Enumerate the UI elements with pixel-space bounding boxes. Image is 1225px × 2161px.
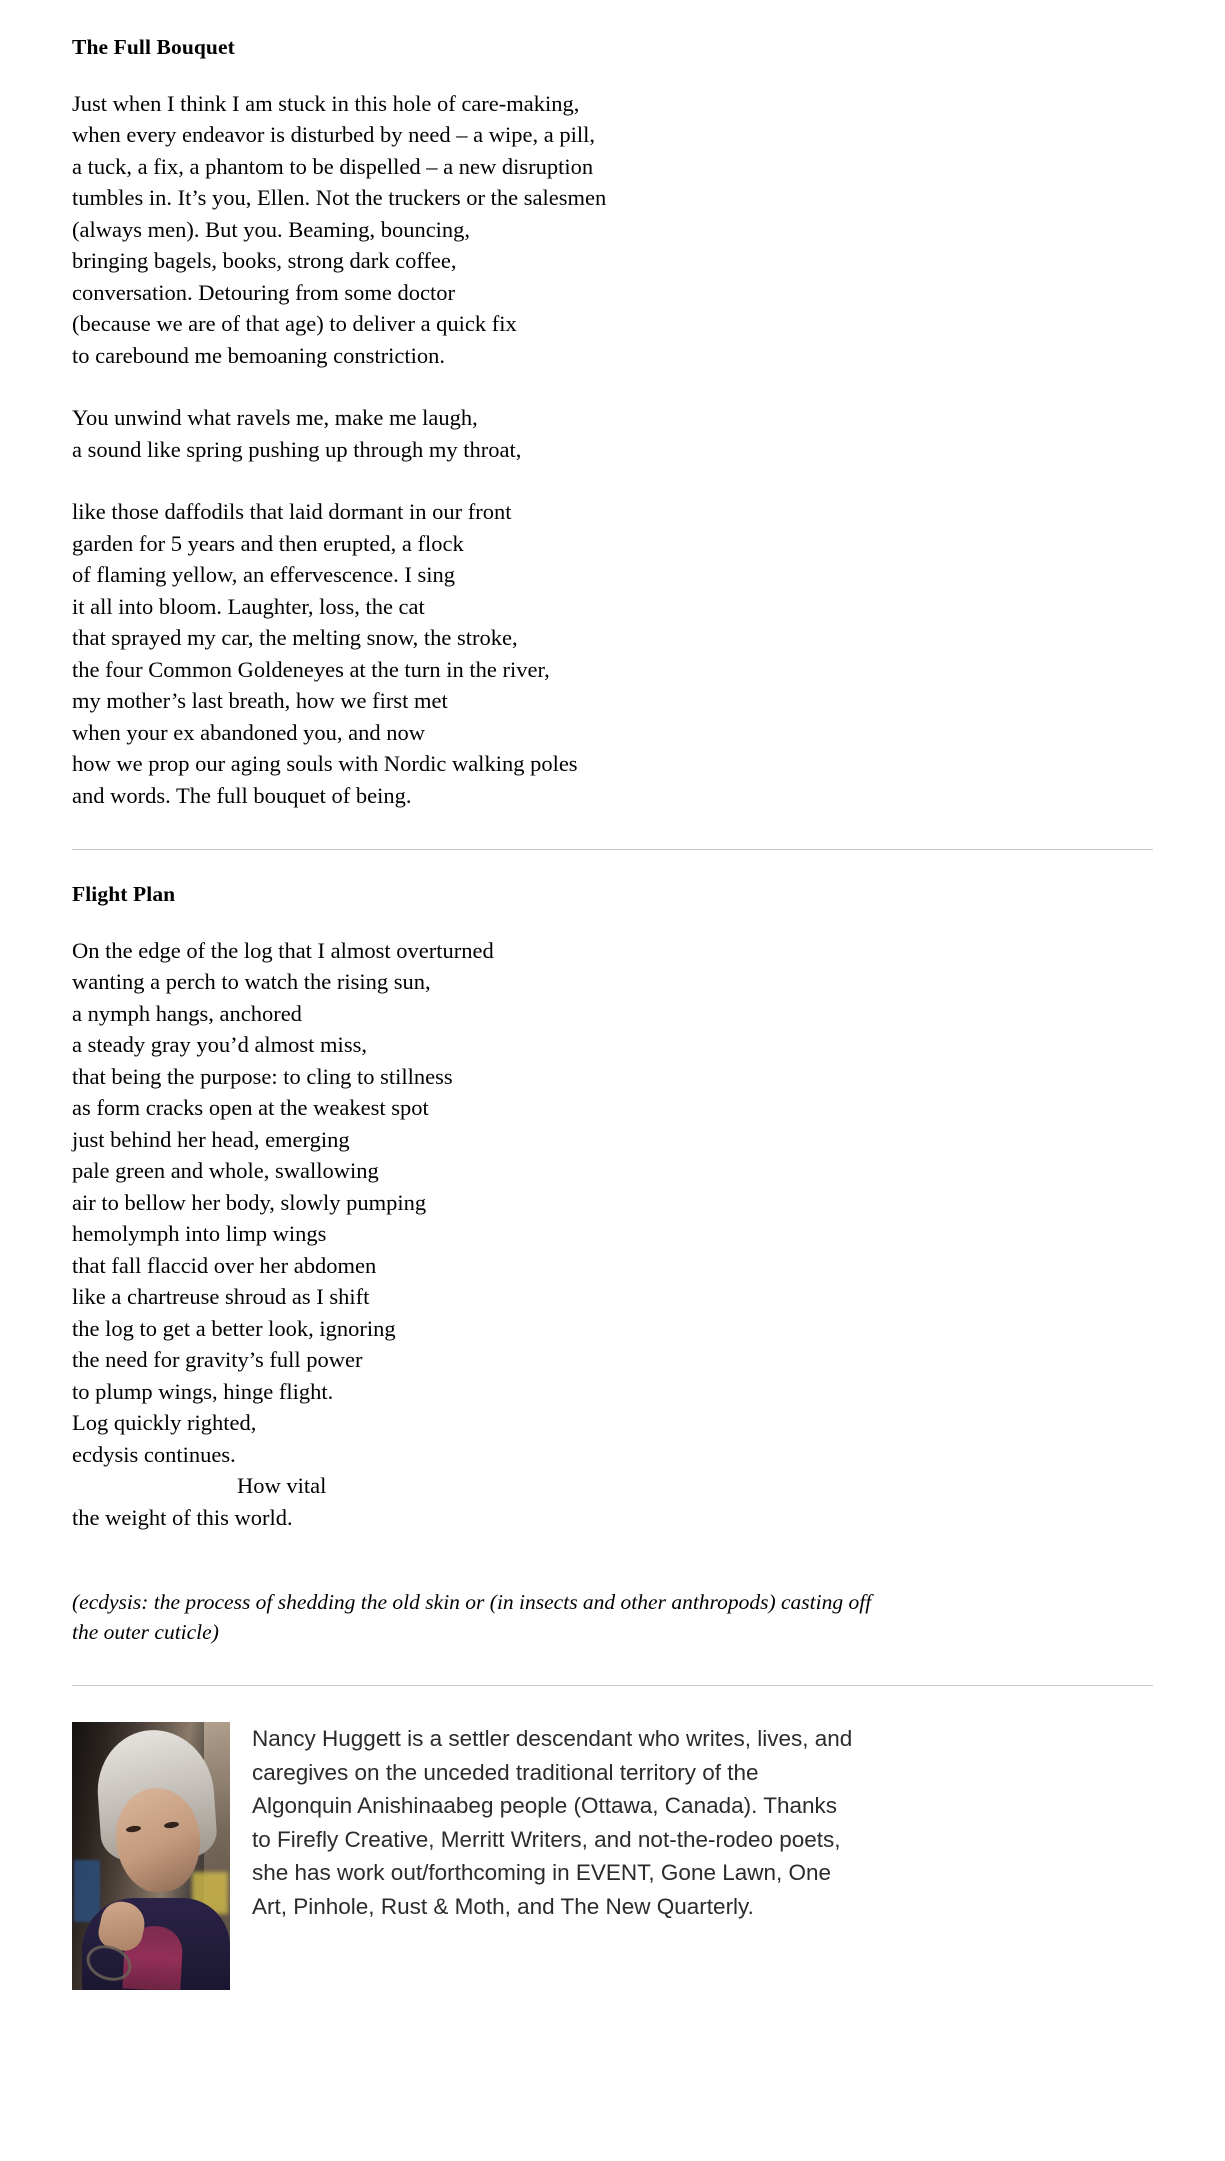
poem-line-indented: How vital (237, 1473, 327, 1499)
poem-line: the log to get a better look, ignoring (72, 1315, 396, 1341)
poem-line: (because we are of that age) to deliver a quick fix (72, 311, 517, 337)
poem-line: to carebound me bemoaning constriction. (72, 342, 446, 368)
poem-line: ecdysis continues. (72, 1441, 236, 1467)
poem-line: just behind her head, emerging (72, 1126, 350, 1152)
poem-line: that being the purpose: to cling to stillness (72, 1063, 453, 1089)
section-divider (72, 1685, 1153, 1686)
poem-line: to plump wings, hinge flight. (72, 1378, 334, 1404)
poem-line: like those daffodils that laid dormant in our front (72, 499, 512, 525)
poem-line: Just when I think I am stuck in this hole of care-making, (72, 90, 580, 116)
poem-line: the four Common Goldeneyes at the turn in the river, (72, 656, 550, 682)
poem-line: like a chartreuse shroud as I shift (72, 1284, 370, 1310)
bio-line: caregives on the unceded traditional territory of the (252, 1759, 759, 1785)
poem-line: bringing bagels, books, strong dark coffee, (72, 248, 457, 274)
poem-line: that fall flaccid over her abdomen (72, 1252, 377, 1278)
poem-line: You unwind what ravels me, make me laugh, (72, 405, 478, 431)
poem-section-flight-plan (72, 883, 1153, 1647)
stanza (72, 88, 1153, 372)
ecdysis-definition-note (72, 1587, 1153, 1647)
poem-line: the weight of this world. (72, 1504, 293, 1530)
poem-line: (always men). But you. Beaming, bouncing, (72, 216, 471, 242)
poem-line: conversation. Detouring from some doctor (72, 279, 456, 305)
note-line: the outer cuticle) (72, 1620, 219, 1645)
poem-body (72, 935, 1153, 1534)
bio-line: Algonquin Anishinaabeg people (Ottawa, Canada). Thanks (252, 1793, 837, 1819)
bio-line: to Firefly Creative, Merritt Writers, and not-the-rodeo poets, (252, 1826, 841, 1852)
poem-line: that sprayed my car, the melting snow, the stroke, (72, 625, 518, 651)
poem-line: a steady gray you’d almost miss, (72, 1032, 367, 1058)
poem-title: Flight Plan (72, 882, 176, 907)
bio-line: Art, Pinhole, Rust & Moth, and The New Quarterly. (252, 1893, 754, 1919)
spacer (72, 850, 1153, 883)
poem-line: garden for 5 years and then erupted, a flock (72, 530, 464, 556)
author-bio-text (252, 1722, 852, 1923)
poem-section-the-full-bouquet (72, 36, 1153, 811)
poem-line: of flaming yellow, an effervescence. I sing (72, 562, 455, 588)
poem-line: a sound like spring pushing up through my throat, (72, 436, 522, 462)
note-line: (ecdysis: the process of shedding the old skin or (in insects and other anthropods) casting off (72, 1590, 872, 1615)
poem-line: a nymph hangs, anchored (72, 1000, 302, 1026)
poem-line: tumbles in. It’s you, Ellen. Not the truckers or the salesmen (72, 185, 607, 211)
poem-line: how we prop our aging souls with Nordic walking poles (72, 751, 578, 777)
poem-line: as form cracks open at the weakest spot (72, 1095, 429, 1121)
poem-line: the need for gravity’s full power (72, 1347, 363, 1373)
poem-line: Log quickly righted, (72, 1410, 257, 1436)
poem-line: On the edge of the log that I almost overturned (72, 937, 494, 963)
author-bio-section (72, 1722, 1153, 1990)
poem-line: wanting a perch to watch the rising sun, (72, 969, 431, 995)
stanza (72, 496, 1153, 811)
spacer (72, 1647, 1153, 1685)
author-photo (72, 1722, 230, 1990)
poem-line: when every endeavor is disturbed by need – a wipe, a pill, (72, 122, 595, 148)
stanza (72, 402, 1153, 465)
poem-title: The Full Bouquet (72, 35, 235, 59)
poem-line: it all into bloom. Laughter, loss, the cat (72, 593, 425, 619)
bio-line: Nancy Huggett is a settler descendant who writes, lives, and (252, 1726, 853, 1752)
spacer (72, 811, 1153, 849)
poem-body (72, 88, 1153, 812)
stanza (72, 935, 1153, 1534)
bio-line: she has work out/forthcoming in EVENT, Gone Lawn, One (252, 1860, 832, 1886)
poem-line: pale green and whole, swallowing (72, 1158, 379, 1184)
poem-line: a tuck, a fix, a phantom to be dispelled – a new disruption (72, 153, 594, 179)
poem-line: when your ex abandoned you, and now (72, 719, 426, 745)
poem-line: and words. The full bouquet of being. (72, 782, 412, 808)
poem-line: hemolymph into limp wings (72, 1221, 327, 1247)
poem-line: air to bellow her body, slowly pumping (72, 1189, 427, 1215)
poem-line: my mother’s last breath, how we first met (72, 688, 448, 714)
